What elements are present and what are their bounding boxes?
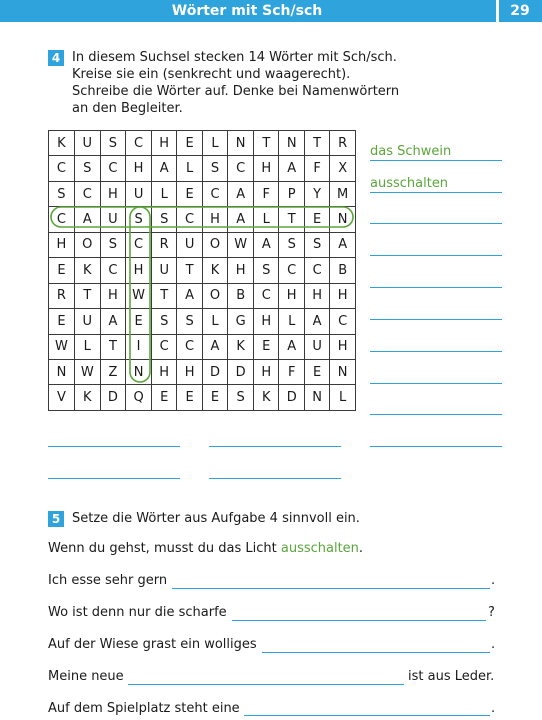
task-4-line-1: In diesem Suchsel stecken 14 Wörter mit Sch/sch.: [72, 50, 397, 65]
grid-cell[interactable]: S: [152, 207, 177, 232]
grid-cell[interactable]: B: [330, 258, 356, 283]
grid-cell[interactable]: C: [100, 258, 125, 283]
grid-cell[interactable]: A: [228, 207, 254, 232]
grid-cell[interactable]: H: [100, 283, 125, 308]
sentence-4-blank[interactable]: [262, 652, 490, 653]
grid-row: [49, 207, 356, 232]
grid-row: [49, 283, 356, 308]
grid-cell[interactable]: N: [228, 131, 254, 156]
grid-cell[interactable]: N: [279, 131, 304, 156]
grid-cell[interactable]: H: [330, 334, 356, 359]
sentence-2-suffix: .: [491, 573, 496, 588]
answer-line[interactable]: [370, 319, 502, 320]
grid-cell[interactable]: T: [100, 334, 125, 359]
grid-cell[interactable]: S: [100, 232, 125, 257]
grid-cell[interactable]: E: [152, 385, 177, 410]
grid-cell[interactable]: C: [330, 309, 356, 334]
grid-cell[interactable]: A: [100, 309, 125, 334]
grid-cell[interactable]: E: [126, 309, 152, 334]
grid-cell[interactable]: T: [177, 258, 202, 283]
grid-cell[interactable]: C: [177, 334, 202, 359]
answer-line[interactable]: [370, 446, 502, 447]
grid-cell[interactable]: Z: [100, 359, 125, 384]
answer-line[interactable]: [370, 383, 502, 384]
sentence-5-blank[interactable]: [128, 684, 404, 685]
grid-row: [49, 131, 356, 156]
grid-cell[interactable]: Q: [126, 385, 152, 410]
grid-row: [49, 359, 356, 384]
answer-line[interactable]: [370, 287, 502, 288]
sentence-3-prefix: Wo ist denn nur die scharfe: [48, 605, 227, 620]
grid-cell[interactable]: A: [177, 283, 202, 308]
grid-cell[interactable]: C: [152, 334, 177, 359]
sentence-4-suffix: .: [491, 637, 496, 652]
grid-cell[interactable]: O: [202, 283, 227, 308]
sentence-2-prefix: Ich esse sehr gern: [48, 573, 168, 588]
grid-cell[interactable]: O: [202, 232, 227, 257]
grid-cell[interactable]: C: [254, 283, 279, 308]
grid-cell[interactable]: H: [254, 359, 279, 384]
sentence-5-prefix: Meine neue: [48, 669, 124, 684]
grid-cell[interactable]: F: [254, 181, 279, 206]
answer-line[interactable]: [370, 223, 502, 224]
grid-cell[interactable]: L: [177, 156, 202, 181]
grid-cell[interactable]: S: [126, 207, 152, 232]
grid-cell[interactable]: T: [279, 207, 304, 232]
sentence-1-answer: ausschalten: [280, 541, 359, 556]
sentence-4-prefix: Auf der Wiese grast ein wolliges: [48, 637, 257, 652]
grid-cell[interactable]: U: [74, 309, 100, 334]
answer-line[interactable]: [209, 446, 341, 447]
grid-cell[interactable]: L: [202, 309, 227, 334]
grid-cell[interactable]: E: [202, 385, 227, 410]
grid-cell[interactable]: H: [49, 232, 75, 257]
grid-cell[interactable]: H: [152, 131, 177, 156]
answer-word-2: ausschalten: [370, 176, 449, 191]
grid-cell[interactable]: C: [202, 181, 227, 206]
grid-cell[interactable]: R: [152, 232, 177, 257]
grid-cell[interactable]: S: [304, 232, 329, 257]
grid-cell[interactable]: C: [126, 232, 152, 257]
grid-cell[interactable]: E: [49, 258, 75, 283]
grid-cell[interactable]: S: [177, 309, 202, 334]
word-search-grid: [48, 130, 356, 411]
grid-cell[interactable]: H: [126, 156, 152, 181]
grid-cell[interactable]: H: [100, 181, 125, 206]
grid-cell[interactable]: W: [74, 359, 100, 384]
grid-cell[interactable]: L: [279, 309, 304, 334]
task-5-badge: 5: [48, 511, 64, 527]
grid-cell[interactable]: H: [177, 359, 202, 384]
grid-cell[interactable]: U: [177, 232, 202, 257]
grid-cell[interactable]: C: [100, 156, 125, 181]
grid-cell[interactable]: S: [74, 156, 100, 181]
grid-cell[interactable]: C: [49, 156, 75, 181]
grid-cell[interactable]: D: [228, 359, 254, 384]
grid-cell[interactable]: H: [254, 309, 279, 334]
grid-cell[interactable]: L: [254, 207, 279, 232]
grid-cell[interactable]: H: [152, 359, 177, 384]
sentence-5-suffix: ist aus Leder.: [408, 669, 495, 684]
grid-cell[interactable]: E: [49, 309, 75, 334]
grid-cell[interactable]: H: [279, 283, 304, 308]
grid-cell[interactable]: U: [126, 181, 152, 206]
grid-cell[interactable]: K: [228, 334, 254, 359]
grid-row: [49, 258, 356, 283]
grid-cell[interactable]: S: [254, 258, 279, 283]
grid-row: [49, 232, 356, 257]
grid-cell[interactable]: A: [202, 334, 227, 359]
answer-line[interactable]: [370, 192, 502, 193]
grid-cell[interactable]: K: [254, 385, 279, 410]
grid-cell[interactable]: U: [304, 334, 329, 359]
answer-line[interactable]: [370, 160, 502, 161]
sentence-1-prefix: Wenn du gehst, musst du das Licht: [48, 541, 281, 556]
page-title: Wörter mit Sch/sch: [171, 3, 323, 19]
grid-cell[interactable]: O: [74, 232, 100, 257]
answer-line[interactable]: [48, 446, 180, 447]
task-5-instruction: Setze die Wörter aus Aufgabe 4 sinnvoll ein.: [72, 511, 360, 526]
sentence-3-blank[interactable]: [232, 620, 486, 621]
grid-cell[interactable]: Y: [304, 181, 329, 206]
grid-cell[interactable]: H: [304, 283, 329, 308]
grid-cell[interactable]: K: [49, 131, 75, 156]
grid-cell[interactable]: E: [177, 181, 202, 206]
grid-cell[interactable]: W: [228, 232, 254, 257]
grid-cell[interactable]: E: [177, 131, 202, 156]
grid-cell[interactable]: I: [126, 334, 152, 359]
grid-cell[interactable]: A: [254, 232, 279, 257]
grid-cell[interactable]: L: [330, 385, 356, 410]
grid-row: [49, 309, 356, 334]
answer-line[interactable]: [370, 414, 502, 415]
grid-cell[interactable]: E: [177, 385, 202, 410]
grid-cell[interactable]: K: [74, 385, 100, 410]
sentence-6-prefix: Auf dem Spielplatz steht eine: [48, 701, 240, 716]
grid-cell[interactable]: N: [330, 207, 356, 232]
grid-cell[interactable]: T: [74, 283, 100, 308]
grid-cell[interactable]: U: [74, 131, 100, 156]
grid-cell[interactable]: A: [279, 334, 304, 359]
grid-cell[interactable]: K: [202, 258, 227, 283]
grid-cell[interactable]: H: [202, 207, 227, 232]
sentence-6-suffix: .: [491, 701, 496, 716]
grid-cell[interactable]: T: [304, 131, 329, 156]
grid-cell[interactable]: A: [74, 207, 100, 232]
grid-cell[interactable]: C: [74, 181, 100, 206]
grid-cell[interactable]: H: [126, 258, 152, 283]
grid-cell[interactable]: B: [228, 283, 254, 308]
header-bar: [0, 0, 542, 22]
task-4-instruction: [72, 49, 399, 117]
grid-cell[interactable]: S: [152, 309, 177, 334]
grid-cell[interactable]: S: [228, 385, 254, 410]
answer-line[interactable]: [370, 255, 502, 256]
grid-cell[interactable]: L: [152, 181, 177, 206]
grid-cell[interactable]: R: [49, 283, 75, 308]
grid-cell[interactable]: W: [126, 283, 152, 308]
grid-cell[interactable]: C: [228, 156, 254, 181]
grid-row: [49, 156, 356, 181]
grid-cell[interactable]: R: [330, 131, 356, 156]
grid-cell[interactable]: A: [330, 232, 356, 257]
grid-cell[interactable]: H: [228, 258, 254, 283]
grid-row: [49, 181, 356, 206]
grid-cell[interactable]: N: [304, 385, 329, 410]
sentence-6-blank[interactable]: [244, 715, 490, 716]
grid-cell[interactable]: N: [49, 359, 75, 384]
grid-cell[interactable]: K: [74, 258, 100, 283]
grid-cell[interactable]: S: [100, 131, 125, 156]
page-number: 29: [510, 3, 530, 19]
task-4-line-4: an den Begleiter.: [72, 101, 183, 116]
task-4-line-3: Schreibe die Wörter auf. Denke bei Namenwörtern: [72, 84, 400, 99]
grid-cell[interactable]: L: [202, 131, 227, 156]
answer-word-1: das Schwein: [370, 144, 452, 159]
grid-cell[interactable]: G: [228, 309, 254, 334]
grid-cell[interactable]: U: [152, 258, 177, 283]
grid-cell[interactable]: P: [279, 181, 304, 206]
grid-cell[interactable]: F: [279, 359, 304, 384]
sentence-1-suffix: .: [358, 541, 364, 556]
grid-cell[interactable]: N: [330, 359, 356, 384]
grid-cell[interactable]: C: [177, 207, 202, 232]
grid-cell[interactable]: S: [202, 156, 227, 181]
answer-line[interactable]: [209, 478, 341, 479]
grid-cell[interactable]: D: [279, 385, 304, 410]
grid-cell[interactable]: T: [254, 131, 279, 156]
grid-cell[interactable]: E: [254, 334, 279, 359]
grid-cell[interactable]: S: [279, 232, 304, 257]
answer-line[interactable]: [370, 351, 502, 352]
grid-cell[interactable]: T: [152, 283, 177, 308]
grid-cell[interactable]: H: [330, 283, 356, 308]
grid-cell[interactable]: D: [202, 359, 227, 384]
grid-row: [49, 334, 356, 359]
grid-cell[interactable]: C: [279, 258, 304, 283]
grid-cell[interactable]: C: [126, 131, 152, 156]
grid-cell[interactable]: N: [126, 359, 152, 384]
grid-cell[interactable]: L: [74, 334, 100, 359]
grid-cell[interactable]: A: [228, 181, 254, 206]
grid-cell[interactable]: W: [49, 334, 75, 359]
grid-cell[interactable]: C: [304, 258, 329, 283]
grid-cell[interactable]: C: [49, 207, 75, 232]
task-4-badge: 4: [48, 50, 64, 66]
sentence-3-suffix: ?: [488, 605, 495, 620]
answer-line[interactable]: [48, 478, 180, 479]
grid-cell[interactable]: U: [100, 207, 125, 232]
grid-cell[interactable]: A: [279, 156, 304, 181]
grid-cell[interactable]: M: [330, 181, 356, 206]
grid-cell[interactable]: E: [304, 359, 329, 384]
grid-cell[interactable]: E: [304, 207, 329, 232]
grid-cell[interactable]: A: [304, 309, 329, 334]
sentence-2-blank[interactable]: [172, 588, 490, 589]
grid-cell[interactable]: V: [49, 385, 75, 410]
grid-cell[interactable]: S: [49, 181, 75, 206]
header-divider: [496, 0, 499, 22]
sentence-1: [48, 541, 363, 556]
grid-cell[interactable]: F: [304, 156, 329, 181]
grid-cell[interactable]: H: [254, 156, 279, 181]
task-4-line-2: Kreise sie ein (senkrecht und waagerecht).: [72, 67, 351, 82]
grid-cell[interactable]: D: [100, 385, 125, 410]
grid-cell[interactable]: A: [152, 156, 177, 181]
grid-cell[interactable]: X: [330, 156, 356, 181]
grid-row: [49, 385, 356, 410]
